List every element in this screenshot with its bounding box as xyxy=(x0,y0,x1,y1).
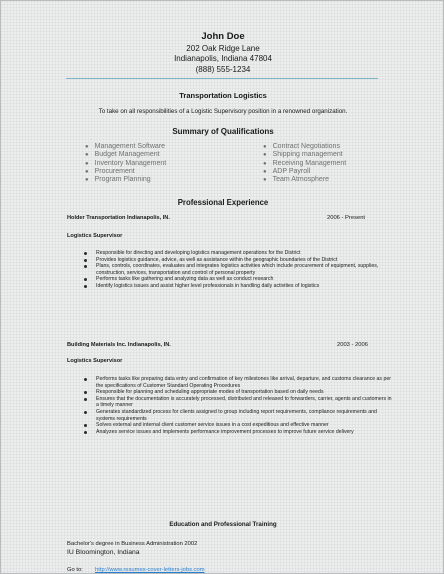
qualification-item: ● Program Planning xyxy=(85,176,151,184)
duty-item: Solves external and internal client customer service issues in a cost expeditious and effective manner xyxy=(84,422,394,429)
goto-label: Go to: xyxy=(67,567,83,573)
qualification-item: ● Team Atmosphere xyxy=(263,176,330,184)
bullet-icon: ● xyxy=(85,160,89,167)
job-company: Building Materials Inc. Indianapolis, IN. xyxy=(67,342,171,348)
school-text: IU Bloomington, Indiana xyxy=(67,549,140,556)
website-link[interactable]: http://www.resumes-cover-letters-jobs.com xyxy=(95,567,205,573)
job-company: Holder Transportation Indianapolis, IN. xyxy=(67,215,170,221)
duty-item: Identify logistics issues and assist higher level professionals in handling daily activities of logistics xyxy=(84,283,384,290)
qualification-item: ● Inventory Management xyxy=(85,159,167,167)
duty-item: Analyzes service issues and implements performance improvement processes to improve future service delivery xyxy=(84,429,394,436)
summary-title: Summary of Qualifications xyxy=(172,127,274,136)
duty-item: Generates standardized process for clients assigned to group including report requirements, compliance requirements and systems requirements xyxy=(84,409,394,422)
address-street: 202 Oak Ridge Lane xyxy=(186,44,260,53)
duty-item: Provides logistics guidance, advice, as well as assistance within the geographic boundaries of the District xyxy=(84,257,384,264)
qualification-item: ● Management Software xyxy=(85,143,166,150)
duty-item: Responsible for planning and scheduling appropriate modes of transportation based on daily needs xyxy=(84,389,394,396)
duty-item: Performs tasks like gathering and analyzing data as well as conduct research xyxy=(84,276,384,283)
bullet-icon: ● xyxy=(85,177,89,184)
qualification-item: ● Shipping management xyxy=(263,151,343,159)
job-dates: 2003 - 2006 xyxy=(337,342,368,348)
address-city: Indianapolis, Indiana 47804 xyxy=(174,54,272,63)
bullet-icon: ● xyxy=(263,160,267,167)
bullet-icon: ● xyxy=(85,152,89,159)
qualification-item: ● Procurement xyxy=(85,167,135,175)
qualifications-right-list xyxy=(263,143,346,184)
job-dates: 2006 - Present xyxy=(327,215,366,221)
header-divider xyxy=(66,78,378,79)
job-role: Logistics Supervisor xyxy=(67,358,123,364)
education-title: Education and Professional Training xyxy=(169,521,277,528)
objective-title: Transportation Logistics xyxy=(179,91,267,100)
bullet-icon: ● xyxy=(263,144,267,150)
qualification-item: ● Budget Management xyxy=(85,151,160,159)
bullet-icon: ● xyxy=(263,152,267,159)
bullet-icon: ● xyxy=(85,168,89,175)
duty-item: Performs tasks like preparing data entry and confirmation of key milestones like arrival, departure, and customs clearance as per the specifications of Customer Standard Operating Procedures xyxy=(84,376,394,389)
duty-item: Responsible for directing and developing logistics management operations for the District xyxy=(84,250,384,257)
qualifications-left-list xyxy=(85,143,166,184)
qualification-item: ● Contract Negotiations xyxy=(263,143,340,150)
experience-title: Professional Experience xyxy=(177,198,269,207)
candidate-name: John Doe xyxy=(201,31,245,42)
bullet-icon: ● xyxy=(85,144,89,150)
bullet-icon: ● xyxy=(263,177,267,184)
qualification-item: ● ADP Payroll xyxy=(263,167,311,175)
degree-text: Bachelor's degree in Business Administration 2002 xyxy=(67,541,198,547)
phone-number: (888) 555-1234 xyxy=(195,65,251,74)
qualification-item: ● Receiving Management xyxy=(263,159,347,167)
job-duties-list xyxy=(84,250,384,290)
duty-item: Plans, controls, coordinates, evaluates and integrates logistics activities which include procurement of equipment, supplies, construction, services, transportation and control of personal property xyxy=(84,263,384,276)
bullet-icon: ● xyxy=(263,168,267,175)
job-role: Logistics Supervisor xyxy=(67,233,123,239)
duty-item: Ensures that the documentation is accurately processed, distributed and released to forwarders, carrier, agents and customers in a timely manner xyxy=(84,396,394,409)
objective-text: To take on all responsibilities of a Logistic Supervisory position in a renowned organization. xyxy=(98,108,348,115)
job-duties-list xyxy=(84,376,394,435)
